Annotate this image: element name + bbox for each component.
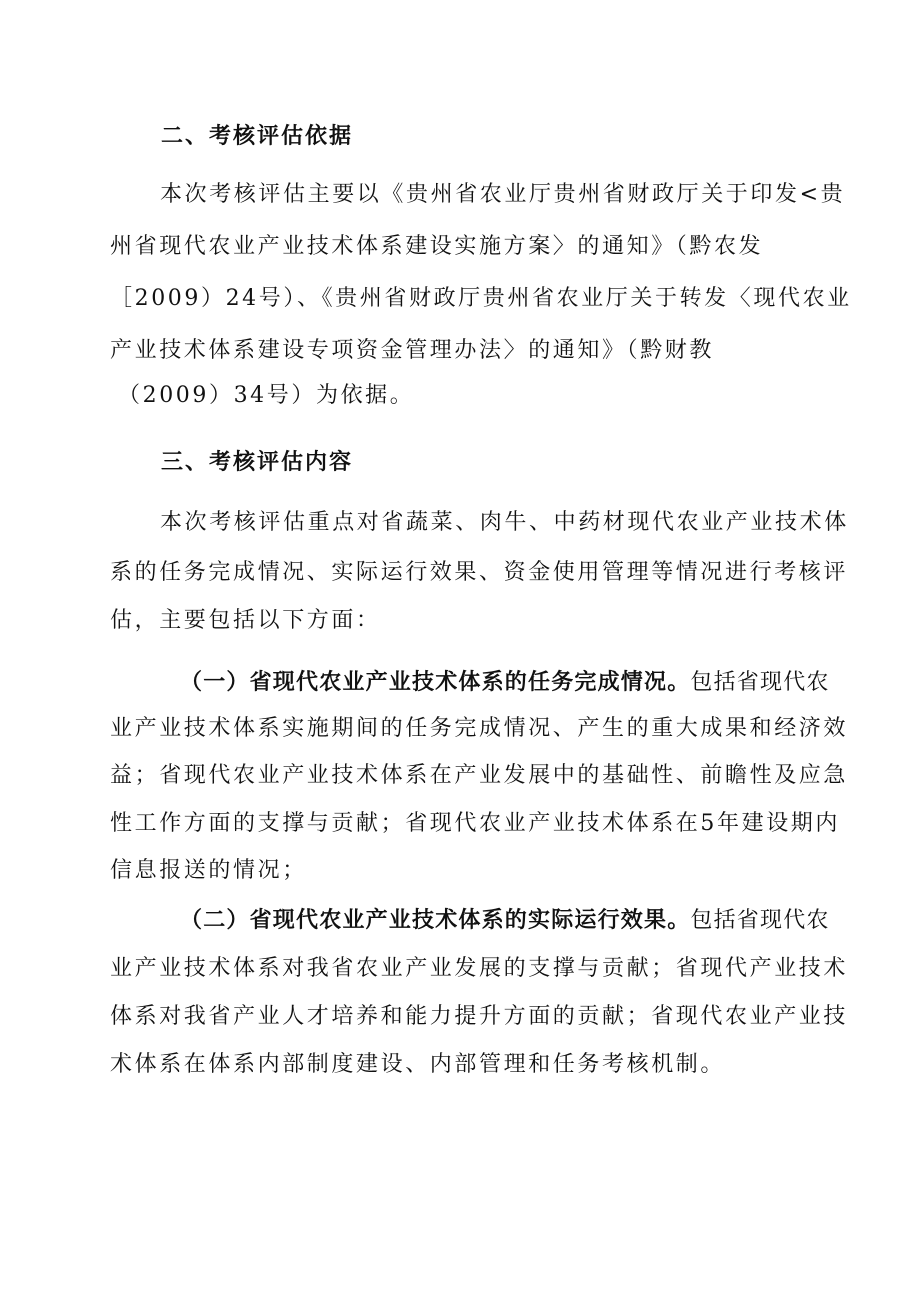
- section2-line-1: 本次考核评估主要以《贵州省农业厅贵州省财政厅关于印发<贵: [160, 182, 846, 207]
- item1-first-line: [180, 668, 830, 698]
- item2-bold-title: （二）省现代农业产业技术体系的实际运行效果。: [180, 908, 691, 933]
- item1-bold-title: （一）省现代农业产业技术体系的任务完成情况。: [180, 670, 691, 695]
- item1-line-4: 性工作方面的支撑与贡献；省现代农业产业技术体系在5年建设期内: [110, 811, 840, 836]
- section3-intro-line-3: 估，主要包括以下方面：: [110, 608, 381, 633]
- section2-line-2: 州省现代农业产业技术体系建设实施方案〉的通知》（黔农发: [110, 234, 764, 259]
- item2-line-4: 术体系在体系内部制度建设、内部管理和任务考核机制。: [110, 1052, 726, 1077]
- item2-first-rest: 包括省现代农: [690, 908, 830, 933]
- item1-line-5: 信息报送的情况；: [110, 858, 307, 883]
- section2-heading: 二、考核评估依据: [161, 124, 354, 149]
- section2-line-4: 产业技术体系建设专项资金管理办法〉的通知》（黔财教: [110, 338, 715, 363]
- section3-heading: 三、考核评估内容: [161, 450, 354, 475]
- section2-line-3: ［2009）24号）、《贵州省财政厅贵州省农业厅关于转发〈现代农业: [110, 286, 852, 311]
- item2-first-line: [180, 906, 830, 936]
- item2-line-3: 体系对我省产业人才培养和能力提升方面的贡献；省现代农业产业技: [110, 1004, 849, 1029]
- item1-line-2: 业产业技术体系实施期间的任务完成情况、产生的重大成果和经济效: [110, 716, 849, 741]
- item2-line-2: 业产业技术体系对我省农业产业发展的支撑与贡献；省现代产业技术: [110, 956, 849, 981]
- item1-line-3: 益；省现代农业产业技术体系在产业发展中的基础性、前瞻性及应急: [110, 763, 849, 788]
- section2-line-5: （2009）34号）为依据。: [118, 383, 415, 408]
- section3-intro-line-2: 系的任务完成情况、实际运行效果、资金使用管理等情况进行考核评: [110, 560, 849, 585]
- item1-first-rest: 包括省现代农: [690, 670, 830, 695]
- section3-intro-line-1: 本次考核评估重点对省蔬菜、肉牛、中药材现代农业产业技术体: [160, 510, 849, 535]
